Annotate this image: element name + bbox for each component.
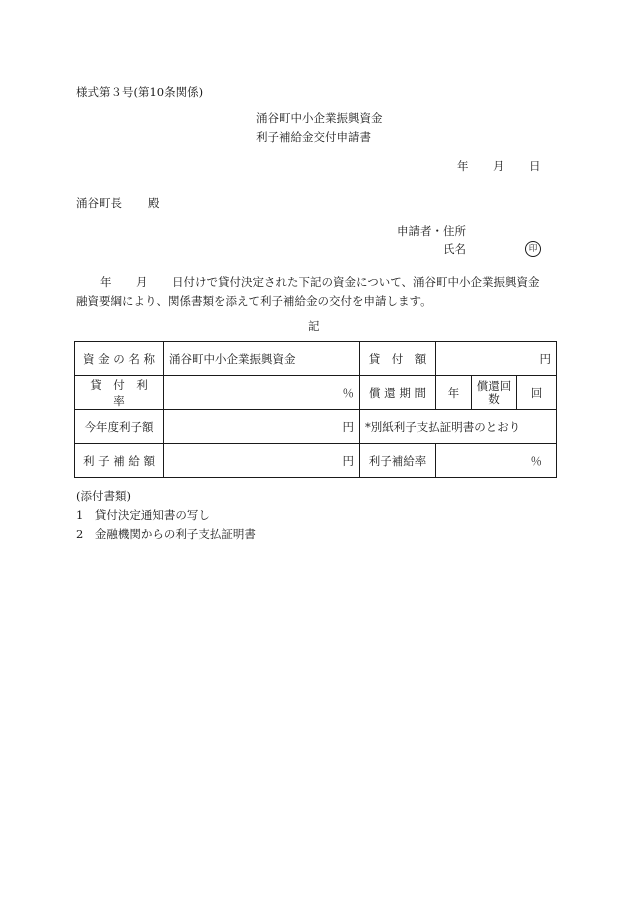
addressee-name: 涌谷町長 [76,196,122,210]
repay-period-year: 年 [436,376,472,410]
application-table [74,341,557,478]
this-year-interest-label: 今年度利子額 [75,410,164,444]
fund-name-label: 資 金 の 名 称 [75,342,164,376]
table-row [75,444,557,478]
body-month: 月 [136,275,148,289]
date-month: 月 [493,159,505,173]
applicant-address-label: 申請者・住所 [397,224,466,238]
attachments-heading: (添付書類) [76,489,131,503]
table-row [75,410,557,444]
repay-period-label: 償 還 期 間 [360,376,436,410]
subsidy-rate-label: 利子補給率 [360,444,436,478]
title-line-2: 利子補給金交付申請書 [256,130,371,144]
body-year: 年 [100,275,112,289]
subsidy-rate-percent: ％ [436,444,557,478]
form-number: 様式第３号(第10条関係) [76,85,204,99]
attachment-item-1: 1 貸付決定通知書の写し [76,508,210,522]
this-year-interest-yen: 円 [164,410,360,444]
addressee-honorific: 殿 [148,196,160,210]
loan-amount-label: 貸 付 額 [360,342,436,376]
title-line-1: 涌谷町中小企業振興資金 [256,111,383,125]
table-row [75,376,557,410]
interest-rate-label: 貸 付 利 率 [75,376,164,410]
seal-mark: 印 [525,241,541,257]
subsidy-amount-yen: 円 [164,444,360,478]
repay-count-unit: 回 [517,376,557,410]
table-row [75,342,557,376]
body-text-line-1: 日付けで貸付決定された下記の資金について、涌谷町中小企業振興資金 [172,275,540,289]
repay-count-label: 償還回数 [472,376,517,410]
certificate-note: *別紙利子支払証明書のとおり [360,410,557,444]
ki-label: 記 [308,319,320,333]
body-text-line-2: 融資要綱により、関係書類を添えて利子補給金の交付を申請します。 [76,294,432,308]
date-day: 日 [529,159,541,173]
attachment-item-2: 2 金融機関からの利子支払証明書 [76,527,256,541]
fund-name-value: 涌谷町中小企業振興資金 [164,342,360,376]
loan-amount-yen: 円 [436,342,557,376]
subsidy-amount-label: 利 子 補 給 額 [75,444,164,478]
interest-rate-percent: ％ [164,376,360,410]
applicant-name-label: 氏名 [443,242,466,256]
date-year: 年 [457,159,469,173]
